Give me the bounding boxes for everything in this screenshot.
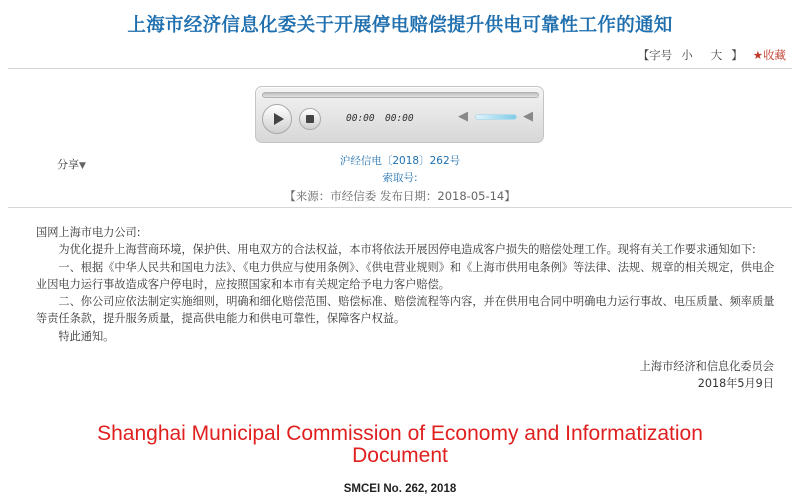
article-body [36,224,776,345]
meta-divider [8,207,792,208]
stop-button[interactable] [299,108,321,130]
audio-progress-bar[interactable] [262,92,539,98]
english-title-line1: Shanghai Municipal Commission of Economy and Informatization [97,422,703,445]
paragraph: 为优化提升上海营商环境，保护供、用电双方的合法权益，本市将依法开展因停电造成客户损失的赔偿处理工作。现将有关工作要求通知如下: [36,243,756,257]
share-label: 分享 [57,158,79,171]
paragraph: 一、根据《中华人民共和国电力法》、《电力供应与使用条例》、《供电营业规则》和《上海市供用电条例》等法律、法规、规章的相关规定，供电企业因电力运行事故造成客户停电时，应按照国家和本市有关规定给予电力客户赔偿。 [36,260,775,291]
page-title: 上海市经济信息化委关于开展停电赔偿提升供电可靠性工作的通知 [127,15,673,36]
play-icon [274,113,284,125]
signature-org: 上海市经济和信息化委员会 [639,360,774,373]
paragraph: 二、你公司应依法制定实施细则，明确和细化赔偿范围、赔偿标准、赔偿流程等内容，并在供用电合同中明确电力运行事故、电压质量、频率质量等责任条款，提升服务质量，提高供电能力和供电可靠性，保障客户权益。 [36,295,775,326]
closing-line: 特此通知。 [36,329,115,343]
duration-time: 00:00 [385,113,414,124]
font-size-label: 【字号 [637,48,673,62]
play-button[interactable] [262,104,292,134]
font-small-button[interactable]: 小 [681,48,693,62]
index-number: 索取号: [382,172,418,184]
stop-icon [306,115,314,123]
volume-slider[interactable] [475,114,517,120]
document-number: 沪经信电〔2018〕262号 [339,155,461,167]
english-doc-number: SMCEI No. 262, 2018 [343,483,457,495]
title-divider [8,68,792,69]
font-large-button[interactable]: 大 [710,48,723,62]
salutation: 国网上海市电力公司: [36,226,141,239]
favorite-button[interactable]: ★收藏 [752,48,786,62]
signature-date: 2018年5月9日 [697,377,774,390]
english-title [0,423,800,467]
current-time: 00:00 [346,113,375,124]
font-size-bracket: 】 [731,48,743,62]
audio-player [255,86,544,143]
source-line: 【来源：市经信委 发布日期：2018-05-14】 [284,189,516,203]
volume-high-icon[interactable]: ◀ [523,109,533,124]
volume-low-icon[interactable]: ◀ [458,109,468,124]
chevron-down-icon: ▼ [79,161,86,171]
english-title-line2: Document [352,444,448,467]
toolbar-tools [638,47,786,63]
